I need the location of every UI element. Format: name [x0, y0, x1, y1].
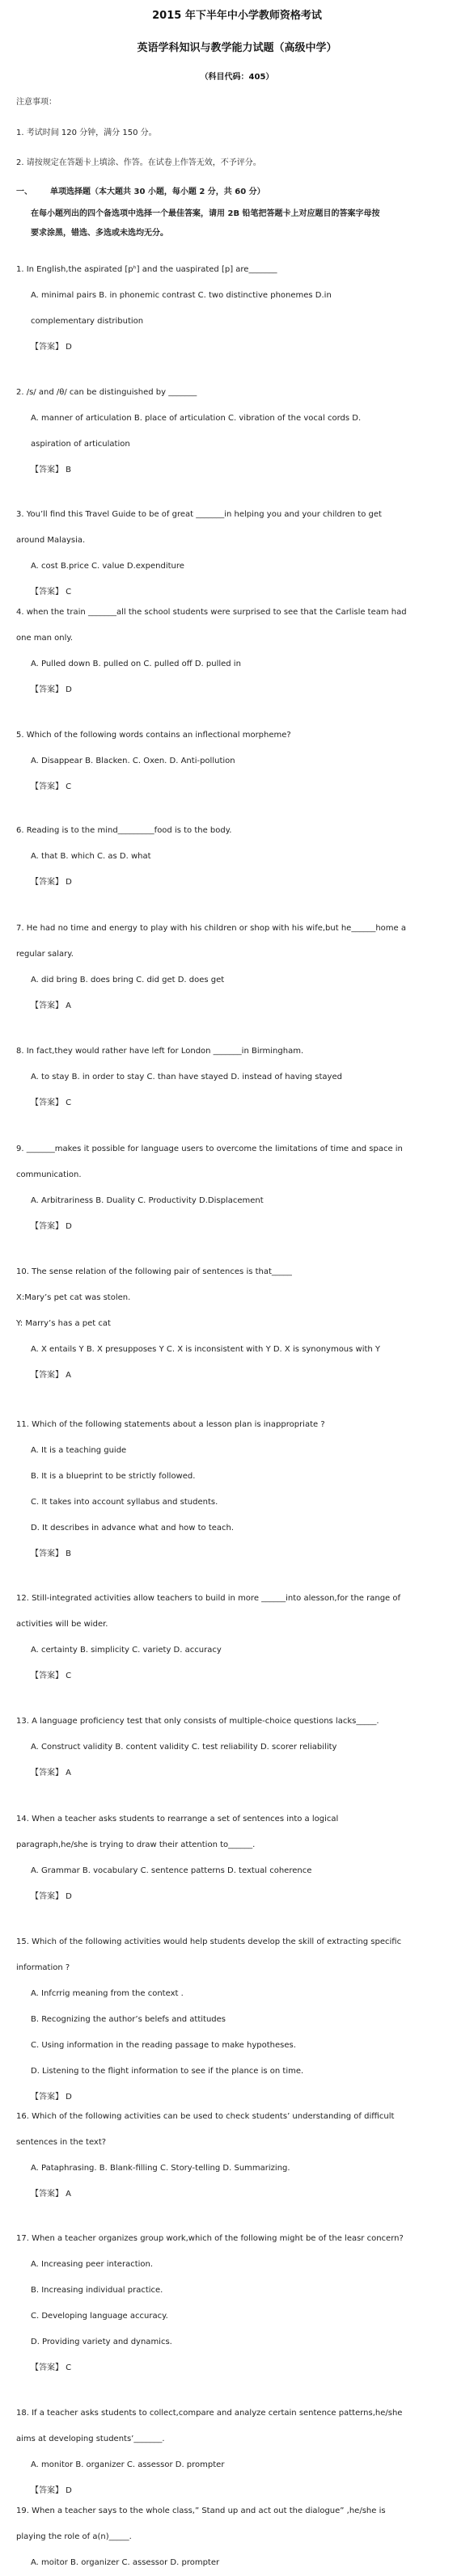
question-option: A. that B. which C. as D. what — [31, 852, 151, 861]
answer-key: 【答案】 B — [31, 466, 72, 474]
question-item — [16, 502, 459, 605]
answer-key: 【答案】 C — [31, 1098, 72, 1107]
question-stem: 11. Which of the following statements about a lesson plan is inappropriate ? — [16, 1420, 325, 1429]
answer-key: 【答案】 D — [31, 343, 72, 352]
question-option: A. Pulled down B. pulled on C. pulled off D. pulled in — [31, 660, 241, 668]
question-option: A. X entails Y B. X presupposes Y C. X is inconsistent with Y D. X is synonymous with Y — [31, 1345, 381, 1354]
question-stem: 15. Which of the following activities would help students develop the skill of extracting specific — [16, 1937, 402, 1946]
question-option: B. Increasing individual practice. — [31, 2286, 163, 2295]
answer-key: 【答案】 D — [31, 685, 72, 694]
question-option: D. Listening to the flight information to see if the plance is on time. — [31, 2067, 304, 2076]
question-stem: 8. In fact,they would rather have left for London _______in Birmingham. — [16, 1047, 304, 1056]
answer-key: 【答案】 A — [31, 1001, 72, 1010]
question-option: A. Arbitrariness B. Duality C. Productivity D.Displacement — [31, 1196, 264, 1205]
note-item: 2. 请按规定在答题卡上填涂、作答。在试卷上作答无效，不予评分。 — [16, 158, 261, 167]
question-stem: paragraph,he/she is trying to draw their attention to______. — [16, 1840, 256, 1849]
question-item — [16, 2226, 459, 2381]
question-item — [16, 1709, 459, 1786]
subject-code: （科目代码：405） — [200, 73, 274, 82]
section-title: 单项选择题（本大题共 30 小题，每小题 2 分，共 60 分） — [50, 188, 265, 196]
answer-key: 【答案】 D — [31, 2093, 72, 2102]
section-heading — [16, 184, 265, 196]
question-option: D. Providing variety and dynamics. — [31, 2338, 172, 2346]
answer-key: 【答案】 A — [31, 2190, 72, 2199]
question-item — [16, 2104, 459, 2207]
question-stem: 6. Reading is to the mind_________food is to the body. — [16, 826, 232, 835]
question-item — [16, 1586, 459, 1689]
question-item — [16, 723, 459, 800]
answer-key: 【答案】 C — [31, 1672, 72, 1680]
question-option: A. did bring B. does bring C. did get D. does get — [31, 976, 225, 984]
question-stem: 18. If a teacher asks students to collect,compare and analyze certain sentence patterns,he/she — [16, 2409, 403, 2418]
question-stem: regular salary. — [16, 950, 74, 959]
question-option: B. Recognizing the author’s belefs and attitudes — [31, 2015, 226, 2024]
question-stem: 14. When a teacher asks students to rearrange a set of sentences into a logical — [16, 1815, 339, 1823]
question-option: A. Increasing peer interaction. — [31, 2260, 154, 2269]
question-stem: X:Mary’s pet cat was stolen. — [16, 1293, 131, 1302]
question-stem: 2. /s/ and /θ/ can be distinguished by _______ — [16, 388, 197, 397]
note-item: 1. 考试时间 120 分钟，满分 150 分。 — [16, 129, 157, 137]
answer-key: 【答案】 B — [31, 1549, 72, 1558]
question-item — [16, 1039, 459, 1116]
question-option: A. Pataphrasing. B. Blank-filling C. Story-telling D. Summarizing. — [31, 2164, 290, 2173]
question-stem: 10. The sense relation of the following pair of sentences is that_____ — [16, 1267, 292, 1276]
question-item — [16, 257, 459, 360]
answer-key: 【答案】 A — [31, 1769, 72, 1777]
question-option: A. Construct validity B. content validity C. test reliability D. scorer reliability — [31, 1743, 337, 1752]
question-item — [16, 818, 459, 896]
question-item — [16, 380, 459, 483]
question-stem: Y: Marry’s has a pet cat — [16, 1319, 111, 1328]
question-option: A. to stay B. in order to stay C. than have stayed D. instead of having stayed — [31, 1073, 342, 1081]
question-stem: one man only. — [16, 634, 74, 643]
question-item — [16, 600, 459, 703]
question-item — [16, 1259, 459, 1389]
question-stem: 12. Still-integrated activities allow teachers to build in more ______into alesson,for the range of — [16, 1594, 401, 1603]
question-option: A. Infcrrig meaning from the context . — [31, 1989, 184, 1998]
question-option: A. Disappear B. Blacken. C. Oxen. D. Anti-pollution — [31, 757, 235, 765]
section-number: 一、 — [16, 188, 32, 196]
question-stem: communication. — [16, 1170, 82, 1179]
question-item — [16, 2401, 459, 2504]
question-stem: 17. When a teacher organizes group work,which of the following might be of the leasr concern? — [16, 2234, 404, 2243]
question-option: A. Grammar B. vocabulary C. sentence patterns D. textual coherence — [31, 1866, 312, 1875]
question-item — [16, 2498, 459, 2576]
question-stem: activities will be wider. — [16, 1620, 108, 1629]
question-option: C. It takes into account syllabus and students. — [31, 1498, 218, 1507]
question-stem: 4. when the train _______all the school students were surprised to see that the Carlisle team had — [16, 608, 407, 617]
question-item — [16, 1136, 459, 1240]
question-stem: information ? — [16, 1963, 70, 1972]
question-stem: 3. You’ll find this Travel Guide to be of great _______in helping you and your children to get — [16, 510, 382, 519]
question-stem: 19. When a teacher says to the whole class,” Stand up and act out the dialogue” ,he/she is — [16, 2506, 386, 2515]
answer-key: 【答案】 D — [31, 2486, 72, 2495]
question-stem: around Malaysia. — [16, 536, 86, 545]
question-option: complementary distribution — [31, 317, 144, 326]
question-option: A. manner of articulation B. place of articulation C. vibration of the vocal cords D. — [31, 414, 362, 423]
question-option: A. cost B.price C. value D.expenditure — [31, 562, 184, 571]
answer-key: 【答案】 C — [31, 782, 72, 791]
answer-key: 【答案】 C — [31, 2363, 72, 2372]
question-stem: aims at developing students’_______. — [16, 2435, 165, 2443]
answer-key: 【答案】 C — [31, 588, 72, 597]
answer-key: 【答案】 D — [31, 1892, 72, 1901]
question-stem: playing the role of a(n)_____. — [16, 2532, 132, 2541]
question-option: A. It is a teaching guide — [31, 1446, 127, 1455]
section-instruction: 要求涂黑，错选、多选或未选均无分。 — [31, 229, 168, 238]
answer-key: 【答案】 D — [31, 1222, 72, 1231]
question-option: A. certainty B. simplicity C. variety D. accuracy — [31, 1646, 222, 1655]
section-instruction: 在每小题列出的四个备选项中选择一个最佳答案，请用 2B 铅笔把答题卡上对应题目的答案字母按 — [31, 209, 380, 218]
question-option: B. It is a blueprint to be strictly followed. — [31, 1472, 196, 1481]
question-stem: 16. Which of the following activities can be used to check students’ understanding of difficult — [16, 2112, 395, 2121]
question-option: aspiration of articulation — [31, 440, 130, 449]
question-stem: 9. _______makes it possible for language users to overcome the limitations of time and space in — [16, 1145, 403, 1153]
answer-key: 【答案】 A — [31, 1371, 72, 1380]
exam-subtitle: 英语学科知识与教学能力试题（高级中学） — [137, 42, 337, 54]
question-stem: 7. He had no time and energy to play with his children or shop with his wife,but he______home a — [16, 924, 406, 933]
question-stem: 5. Which of the following words contains an inflectional morpheme? — [16, 731, 291, 740]
question-stem: sentences in the text? — [16, 2138, 107, 2147]
answer-key: 【答案】 D — [31, 878, 72, 887]
question-item — [16, 1929, 459, 2110]
question-option: D. It describes in advance what and how to teach. — [31, 1524, 235, 1533]
question-stem: 13. A language proficiency test that only consists of multiple-choice questions lacks_____. — [16, 1717, 379, 1726]
question-option: A. moitor B. organizer C. assessor D. prompter — [31, 2558, 220, 2567]
question-option: A. minimal pairs B. in phonemic contrast C. two distinctive phonemes D.in — [31, 291, 332, 300]
question-option: C. Using information in the reading passage to make hypotheses. — [31, 2041, 296, 2050]
question-item — [16, 1807, 459, 1910]
notes-heading: 注意事项： — [16, 98, 57, 107]
question-option: C. Developing language accuracy. — [31, 2312, 168, 2321]
question-stem: 1. In English,the aspirated [pʰ] and the uaspirated [p] are_______ — [16, 265, 277, 274]
question-item — [16, 916, 459, 1019]
exam-title: 2015 年下半年中小学教师资格考试 — [152, 10, 322, 22]
question-option: A. monitor B. organizer C. assessor D. prompter — [31, 2460, 225, 2469]
question-item — [16, 1412, 459, 1567]
